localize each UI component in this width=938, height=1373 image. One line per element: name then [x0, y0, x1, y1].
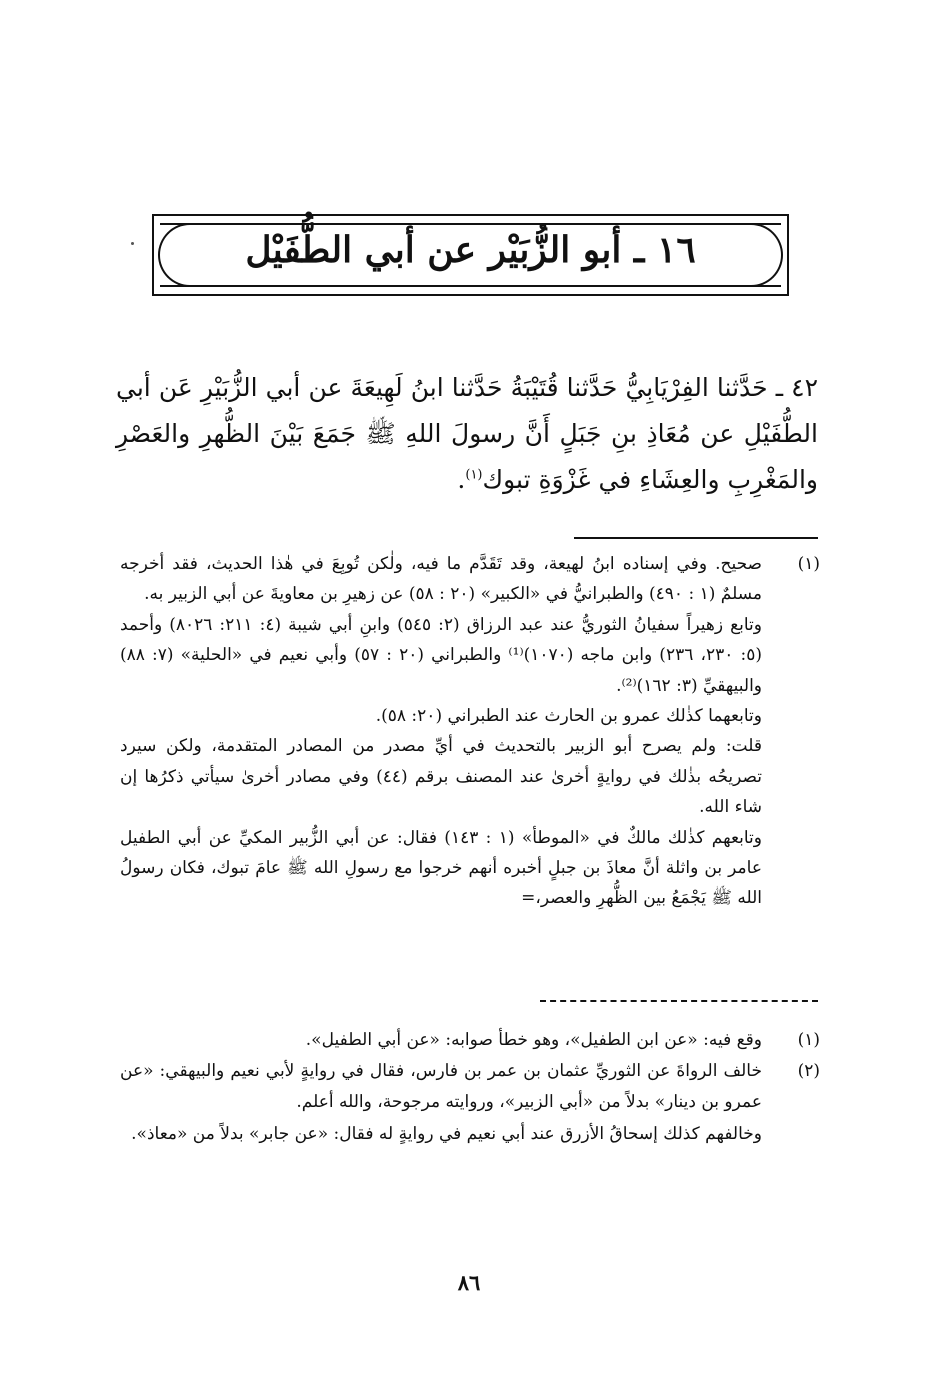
footnote-paragraph: وتابعهما كذٰلك عمرو بن الحارث عند الطبراني (٢٠: ٥٨). — [375, 706, 762, 727]
subnote-paragraph: وخالفهم كذلك إسحاقُ الأزرق عند أبي نعيم في روايةٍ له فقال: «عن جابر» بدلاً من «معاذ». — [131, 1123, 762, 1144]
page-number: ٨٦ — [457, 1270, 481, 1295]
footnote-paragraph: وتابعهم كذٰلك مالكٌ في «الموطأ» (١ : ١٤٣) فقال: عن أبي الزُّبير المكيِّ عن أبي الطفيل عامر بن واثلة أنَّ معاذَ بن جبلٍ أخبره أنهم خرجوا مع رسولِ الله ﷺ عامَ تبوك، فكان رسولُ الله ﷺ يَجْمَعُ بين الظُّهرِ والعصر،= — [120, 827, 762, 909]
footnote-paragraph: صحيح. وفي إسناده ابنُ لهيعة، وقد تَقَدَّم ما فيه، ولٰكن تُوبِعَ في هٰذا الحديث، فقد أخرجه مسلمٌ (١ : ٤٩٠) والطبرانيُّ في «الكبير» (٢٠ : ٥٨) عن زهيرِ بن معاويةَ عن أبي الزبير به. — [120, 554, 762, 605]
subnote-separator — [540, 1000, 818, 1002]
chapter-title: ١٦ ـ أبو الزُّبَيْر عن أبي الطُّفَيْل — [245, 229, 696, 271]
subnote — [120, 1056, 820, 1150]
subnote-number: (١) — [797, 1030, 820, 1050]
footnote-paragraph: قلت: ولم يصرح أبو الزبير بالتحديث في أيِّ مصدر من المصادر المتقدمة، ولكن سيرد تصريحُه بذٰلك في روايةٍ أخرىٰ عند المصنف برقم (٤٤) وفي مصادر أخرىٰ سيأتي ذكرُها إن شاء الله. — [120, 736, 762, 818]
subnote — [120, 1025, 820, 1056]
subnote-number: (٢) — [797, 1061, 820, 1082]
hadith-note-ref: (١) — [465, 467, 483, 483]
footnote-paragraph: وتابع زهيراً سفيانُ الثوريُّ عند عبد الرزاق (٢: ٥٤٥) وابنِ أبي شيبة (٤: ٢١١: ٨٠٢٦) وأحمد (٥: ٢٣٠، ٢٣٦) وابن ماجه (١٠٧٠)⁽¹⁾ والطبراني (٢٠ : ٥٧) وأبي نعيم في «الحلية» (٧: ٨٨) والبيهقيِّ (٣: ١٦٢)⁽²⁾. — [120, 614, 762, 696]
subnote-body — [120, 1056, 762, 1150]
footnotes — [120, 549, 820, 914]
hadith-body: ٤٢ ـ حَدَّثنا الفِرْيَابِيُّ حَدَّثنا قُتَيْبَةُ حَدَّثنا ابنُ لَهِيعَةَ عن أبي الزُّبَيْرِ عَن أبي الطُّفَيْلِ عن مُعَاذِ بنِ جَبَلٍ أَنَّ رسولَ اللهِ ﷺ جَمَعَ بَيْنَ الظُّهرِ والعَصْرِ والمَغْرِبِ والعِشَاءِ في غَزْوَةِ تبوك — [116, 373, 818, 494]
footnote-body — [120, 549, 762, 914]
hadith-end: . — [457, 465, 466, 494]
subnote-paragraph: خالف الرواةَ عن الثوريِّ عثمان بن عمر بن فارس، فقال في روايةٍ لأبي نعيم والبيهقي: «عن عمرو بن دينار» بدلاً من «أبي الزبير»، وروايته مرجوحة، والله أعلم. — [120, 1061, 762, 1113]
subnote-paragraph: وقع فيه: «عن ابن الطفيل»، وهو خطأ صوابه: «عن أبي الطفيل». — [305, 1030, 762, 1050]
chapter-heading-frame — [152, 214, 789, 296]
footnote-separator — [574, 537, 818, 539]
footnote-number: (١) — [797, 554, 820, 574]
subnote-body — [120, 1025, 762, 1056]
footnote — [120, 549, 820, 914]
subnotes — [120, 1025, 820, 1150]
hadith-text — [116, 365, 818, 503]
margin-mark — [131, 242, 134, 245]
